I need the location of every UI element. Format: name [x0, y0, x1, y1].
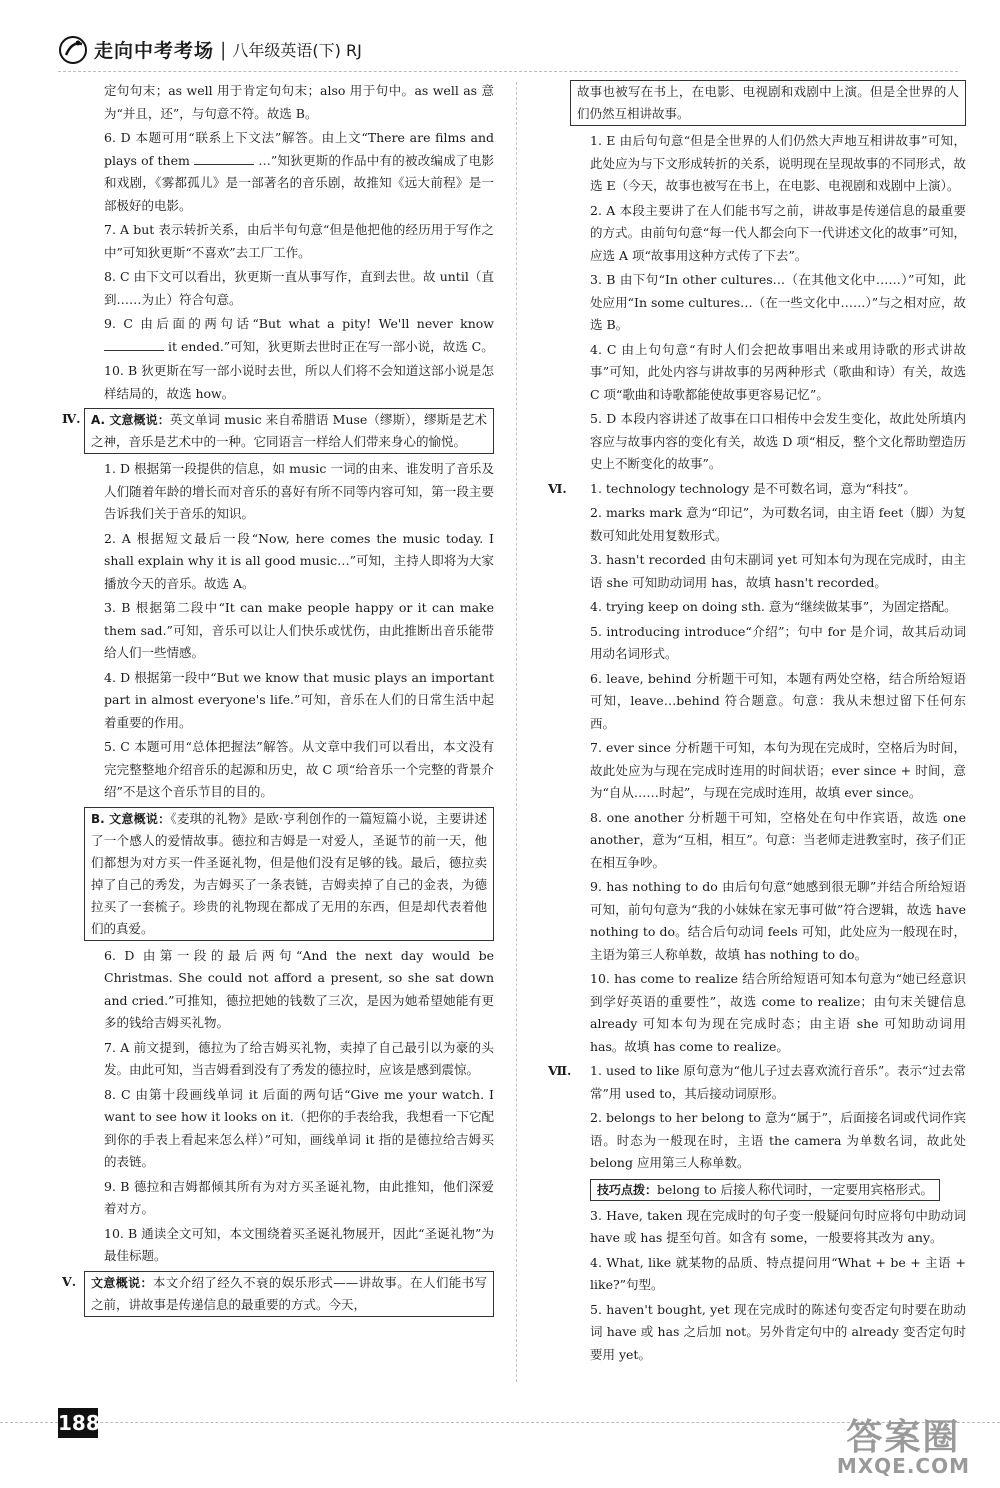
- summary-box: [84, 408, 494, 454]
- section-4: [62, 408, 494, 454]
- site-watermark: [836, 1417, 970, 1478]
- answer-item: 1. E 由后句句意“但是全世界的人们仍然大声地互相讲故事”可知，此处应为与下文形成转折的关系，说明现在呈现故事的不同形式，故选 E（今天，故事也被写在书上，在电影、电视剧和戏剧中上演）。: [590, 133, 966, 193]
- section-marker: Ⅶ.: [548, 1063, 572, 1078]
- summary-box-continued: 故事也被写在书上，在电影、电视剧和戏剧中上演。但是全世界的人们仍然互相讲故事。: [570, 80, 966, 126]
- answer-item: 4. What, like 就某物的品质、特点提问用“What + be + 主语 + like?”句型。: [590, 1254, 966, 1292]
- section-7: [548, 1060, 966, 1105]
- answer-item: 8. one another 分析题干可知，空格处在句中作宾语，故选 one another，意为“互相，相互”。句意：当老师走进教室时，孩子们正在相互争吵。: [590, 809, 966, 870]
- answer-continuation: 定句句末；as well 用于肯定句句末；also 用于句中。as well as 意为“并且，还”，与句意不符。故选 B。: [104, 83, 494, 121]
- answer-item: 1. technology technology 是不可数名词，意为“科技”。: [590, 480, 916, 496]
- answer-item: 4. D 根据第一段中“But we know that music plays an important part in almost everyone's life.”可知，音乐在人们的日常生活中起着重要的作用。: [104, 669, 494, 730]
- tip-text: belong to 后接人称代词时，一定要用宾格形式。: [657, 1181, 933, 1197]
- brand-title: 走向中考考场: [94, 40, 215, 62]
- summary-label: 文意概说：: [91, 1275, 153, 1290]
- summary-text: 本文介绍了经久不衰的娱乐形式——讲故事。在人们能书写之前，讲故事是传递信息的最重要的方式。今天，: [91, 1274, 487, 1312]
- section-marker: Ⅳ.: [62, 411, 81, 426]
- answer-item: 1. D 根据第一段提供的信息，如 music 一词的由来、谁发明了音乐及人们随着年龄的增长而对音乐的喜好有所不同等内容可知，第一段主要告诉我们关于音乐的知识。: [104, 461, 494, 521]
- answer-text: it ended.”可知，狄更斯去世时正在写一部小说，故选 C。: [167, 338, 494, 354]
- answer-item: 3. B 根据第二段中“It can make people happy or it can make them sad.”可知，音乐可以让人们快乐或忧伤，由此推断出音乐能带给人们一些情感。: [104, 600, 494, 660]
- watermark-en: MXQE.COM: [836, 1454, 970, 1478]
- answer-item: 3. Have, taken 现在完成时的句子变一般疑问句时应将句中助动词 have 或 has 提至句首。如含有 some，一般要将其改为 any。: [590, 1207, 966, 1245]
- summary-box: [84, 1271, 494, 1317]
- answer-item: 5. haven't bought, yet 现在完成时的陈述句变否定句时要在助动词 have 或 has 之后加 not。另外肯定句中的 already 变否定句时要用 yet。: [590, 1301, 966, 1362]
- answer-item: 3. B 由下句“In other cultures…（在其他文化中……）”可知，此处应用“In some cultures…（在一些文化中……）”与之相对应，故选 B。: [590, 272, 966, 332]
- summary-label: A. 文意概说：: [91, 413, 170, 427]
- answer-item: 7. A 前文提到，德拉为了给吉姆买礼物，卖掉了自己最引以为豪的头发。由此可知，当吉姆看到没有了秀发的德拉时，应该是感到震惊。: [104, 1039, 494, 1077]
- summary-box: [84, 807, 494, 941]
- answer-item: 5. D 本段内容讲述了故事在口口相传中会发生变化，故此处所填内容应与故事内容的变化有关，故选 D 项“相反，整个文化帮助塑造历史上不断变化的故事”。: [590, 411, 966, 471]
- tip-label: 技巧点拨：: [597, 1182, 658, 1197]
- tip-row: [548, 1177, 966, 1203]
- summary-text: 《麦琪的礼物》是欧·亨利创作的一篇短篇小说，主要讲述了一个感人的爱情故事。德拉和吉姆是一对爱人，圣诞节的前一天，他们都想为对方买一件圣诞礼物，但是他们没有足够的钱。最后，德拉卖掉了自己的秀发，为吉姆买了一条表链，吉姆卖掉了自己的金表，为德拉买了一套梳子。珍贵的礼物现在都成了无用的东西，但是却代表着他们的真爱。: [91, 810, 487, 936]
- answer-item: 5. introducing introduce“介绍”；句中 for 是介词，故其后动词用动名词形式。: [590, 623, 966, 661]
- summary-text: 英文单词 music 来自希腊语 Muse（缪斯），缪斯是艺术之神，音乐是艺术中的一种。它同语言一样给人们带来身心的愉悦。: [91, 412, 488, 449]
- section-5: [62, 1271, 494, 1317]
- left-column: [62, 80, 494, 1321]
- page-header: [58, 28, 958, 72]
- answer-item: [62, 313, 494, 358]
- answer-text: …”知狄更斯的作品中有的被改编成了电影和戏剧，《雾都孤儿》是一部著名的音乐剧，故推知《远大前程》是一部极好的电影。: [104, 152, 494, 213]
- answer-item: 2. A 本段主要讲了在人们能书写之前，讲故事是传递信息的最重要的方式。由前句句意“每一代人都会向下一代讲述文化的故事”可知，应选 A 项“故事用这种方式传了下去”。: [590, 202, 966, 263]
- answer-item: 6. D 由第一段的最后两句“And the next day would be Christmas. She could not afford a present, so she sat down and cried.”可推知，德拉把她的钱数了三次，是因为她希望她能有更多的钱给吉姆买礼物。: [104, 947, 494, 1030]
- answer-item: 5. C 本题可用“总体把握法”解答。从文章中我们可以看出，本文没有完完整整地介绍音乐的起源和历史，故 C 项“给音乐一个完整的背景介绍”不是这个音乐节目的目的。: [104, 739, 494, 799]
- watermark-cn: 答案圈: [846, 1417, 961, 1458]
- answer-item: 4. trying keep on doing sth. 意为“继续做某事”，为固定搭配。: [590, 599, 957, 614]
- answer-item: 4. C 由上句句意“有时人们会把故事唱出来或用诗歌的形式讲故事”可知，此处内容与讲故事的另两种形式（歌曲和诗）有关，故选 C 项“歌曲和诗歌都能使故事更容易记忆”。: [590, 341, 966, 402]
- answer-item: 7. A but 表示转折关系，由后半句句意“但是他把他的经历用于写作之中”可知狄更斯“不喜欢”去工厂工作。: [104, 222, 494, 260]
- answer-item: 2. marks mark 意为“印记”，为可数名词，由主语 feet（脚）为复数可知此处用复数形式。: [590, 505, 966, 543]
- column-divider: [516, 82, 517, 1382]
- section-marker: Ⅴ.: [62, 1273, 77, 1289]
- answer-item: 9. B 德拉和吉姆都倾其所有为对方买圣诞礼物，由此推知，他们深爱着对方。: [104, 1178, 494, 1216]
- answer-item: 7. ever since 分析题干可知，本句为现在完成时，空格后为时间，故此处应为与现在完成时连用的时间状语；ever since + 时间，意为“自从……时起”，与现在完成时连用，故填 ever since。: [590, 740, 966, 800]
- right-column: [548, 80, 966, 1368]
- answer-text: 6. D 本题可用“联系上下文法”解答。由上文“There are films and plays of them: [104, 130, 494, 168]
- answer-item: 2. belongs to her belong to 意为“属于”，后面接名词或代词作宾语。时态为一般现在时，主语 the camera 为单数名词，故此处 belong 应用第三人称单数。: [590, 1110, 966, 1170]
- summary-label: B. 文意概说：: [91, 811, 171, 826]
- header-separator: |: [220, 38, 227, 61]
- section-marker: Ⅵ.: [548, 480, 567, 496]
- answer-item: 2. A 根据短文最后一段“Now, here comes the music today. I shall explain why it is all good music…”可知，主持人即将为大家播放今天的音乐。故选 A。: [104, 530, 494, 591]
- answer-text: 9. C 由后面的两句话“But what a pity! We'll never know: [104, 316, 494, 331]
- answer-item: 1. used to like 原句意为“他儿子过去喜欢流行音乐”。表示“过去常常”用 used to，其后接动词原形。: [590, 1063, 966, 1101]
- answer-item: [62, 127, 494, 217]
- answer-item: 10. B 通读全文可知，本文围绕着买圣诞礼物展开，因此“圣诞礼物”为最佳标题。: [104, 1225, 494, 1263]
- blank-line: [104, 337, 164, 351]
- answer-item: 10. B 狄更斯在写一部小说时去世，所以人们将不会知道这部小说是怎样结局的，故选 how。: [104, 363, 494, 401]
- answer-item: 6. leave, behind 分析题干可知，本题有两处空格，结合所给短语可知，leave…behind 符合题意。句意：我从未想过留下任何东西。: [590, 670, 966, 731]
- answer-item: 10. has come to realize 结合所给短语可知本句意为“她已经意识到学好英语的重要性”，故选 come to realize；由句末关键信息 already 可知本句为现在完成时态；由主语 she 可知助动词用 has。故填 has come to realize。: [590, 971, 966, 1054]
- answer-item: 9. has nothing to do 由后句句意“她感到很无聊”并结合所给短语可知，前句句意为“我的小妹妹在家无事可做”符合逻辑，故选 have nothing to do。结合后句动词 feels 可知，此处应为一般现在时，主语为第三人称单数，故填 has nothing to do。: [590, 879, 966, 962]
- answer-item: 8. C 由第十段画线单词 it 后面的两句话“Give me your watch. I want to see how it looks on it.（把你的手表给我，我想看一下它配到你的手表上看起来怎么样）”可知，画线单词 it 指的是德拉给吉姆买的表链。: [104, 1086, 494, 1169]
- tip-box: [590, 1179, 940, 1201]
- section-6: [548, 478, 966, 501]
- answer-item: 8. C 由下文可以看出，狄更斯一直从事写作，直到去世。故 until（直到……为止）符合句意。: [104, 269, 494, 307]
- runner-logo-icon: [58, 35, 88, 65]
- answer-item: 3. hasn't recorded 由句末副词 yet 可知本句为现在完成时，由主语 she 可知助动词用 has，故填 hasn't recorded。: [590, 552, 966, 590]
- book-subtitle: 八年级英语(下) RJ: [232, 41, 362, 60]
- blank-line: [194, 151, 254, 165]
- page-number: 188: [58, 1408, 98, 1438]
